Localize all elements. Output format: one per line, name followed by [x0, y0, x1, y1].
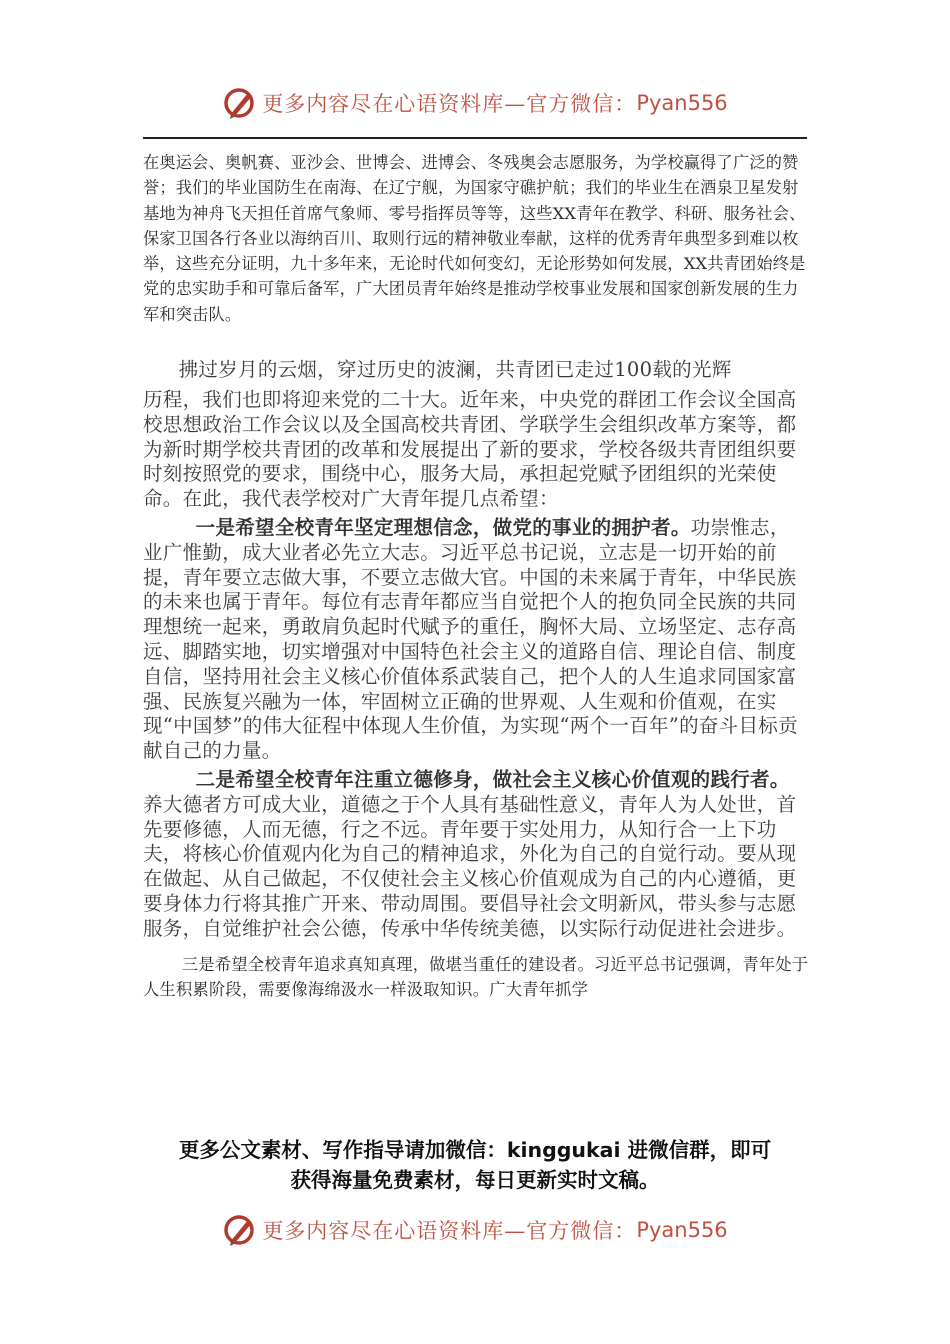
point-2-text: 养大德者方可成大业，道德之于个人具有基础性意义，青年人为人处世，首先要修德，人而无德，行之不远。青年要于实处用力，从知行合一上下功夫，将核心价值观内化为自己的精神追求，外化为自己的自觉行动。要从现在做起、从自己做起，不仅使社会主义核心价值观成为自己的内心遵循，更要身体力行将其推广开来、带动周围。要倡导社会文明新风，带头参与志愿服务，自觉维护社会公德，传承中华传统美德，以实际行动促进社会进步。 — [143, 792, 797, 940]
paragraph-2 — [143, 352, 809, 388]
header-banner — [0, 83, 950, 123]
point-3: 三是希望全校青年追求真知真理，做堪当重任的建设者。习近平总书记强调，青年处于人生积累阶段，需要像海绵汲水一样汲取知识。广大青年抓学 — [143, 954, 809, 999]
point-1 — [143, 516, 809, 764]
footer-site-text: 更多内容尽在心语资料库—官方微信： — [262, 1219, 637, 1243]
point-2-heading: 二是希望全校青年注重立德修身，做社会主义核心价值观的践行者。 — [195, 768, 790, 792]
promo-line-2: 获得海量免费素材，每日更新实时文稿。 — [290, 1168, 660, 1192]
header-divider — [143, 137, 807, 139]
promo-line-1: 更多公文素材、写作指导请加微信：kinggukai 进微信群，即可 — [178, 1138, 772, 1162]
header-site-text: 更多内容尽在心语资料库—官方微信： — [262, 92, 637, 116]
pen-logo-icon — [222, 85, 258, 121]
paragraph-1: 在奥运会、奥帆赛、亚沙会、世博会、进博会、冬残奥会志愿服务，为学校赢得了广泛的赞誉；我们的毕业国防生在南海、在辽宁舰，为国家守礁护航；我们的毕业生在酒泉卫星发射基地为神舟飞天担任首席气象师、零号指挥员等等，这些XX青年在教学、科研、服务社会、保家卫国各行各业以海纳百川、取则行远的精神敬业奉献，这样的优秀青年典型多到难以枚举，这些充分证明，九十多年来，无论时代如何变幻，无论形势如何发展，XX共青团始终是党的忠实助手和可靠后备军，广大团员青年始终是推动学校事业发展和国家创新发展的生力军和突击队。 — [143, 153, 806, 324]
point-1-text: 功崇惟志，业广惟勤，成大业者必先立大志。习近平总书记说，立志是一切开始的前提，青年要立志做大事，不要立志做大官。中国的未来属于青年，中华民族的未来也属于青年。每位有志青年都应当自觉把个人的抱负同全民族的共同理想统一起来，勇敢肩负起时代赋予的重任，胸怀大局、立场坚定、志存高远、脚踏实地，切实增强对中国特色社会主义的道路自信、理论自信、制度自信，坚持用社会主义核心价值体系武装自己，把个人的人生追求同国家富强、民族复兴融为一体，牢固树立正确的世界观、人生观和价值观，在实现“中国梦”的伟大征程中体现人生价值，为实现“两个一百年”的奋斗目标贡献自己的力量。 — [143, 516, 798, 763]
footer-wechat-id: Pyan556 — [636, 1218, 728, 1242]
paragraph-3: 历程，我们也即将迎来党的二十大。近年来，中央党的群团工作会议全国高校思想政治工作会议以及全国高校共青团、学联学生会组织改革方案等，都为新时期学校共青团的改革和发展提出了新的要求，学校各级共青团组织要时刻按照党的要求，围绕中心，服务大局，承担起党赋予团组织的光荣使命。在此，我代表学校对广大青年提几点希望： — [143, 388, 797, 511]
pen-logo-icon — [222, 1212, 258, 1248]
header-wechat-id: Pyan556 — [636, 91, 728, 115]
paragraph-2-lead: 拂过岁月的云烟，穿过历史的波澜，共青团已走过100载的光辉 — [178, 358, 732, 382]
point-1-heading: 一是希望全校青年坚定理想信念，做党的事业的拥护者。 — [195, 516, 691, 540]
footer-banner — [0, 1210, 950, 1250]
point-2 — [143, 768, 809, 942]
document-body — [143, 150, 809, 1002]
promo-notice — [0, 1135, 950, 1195]
